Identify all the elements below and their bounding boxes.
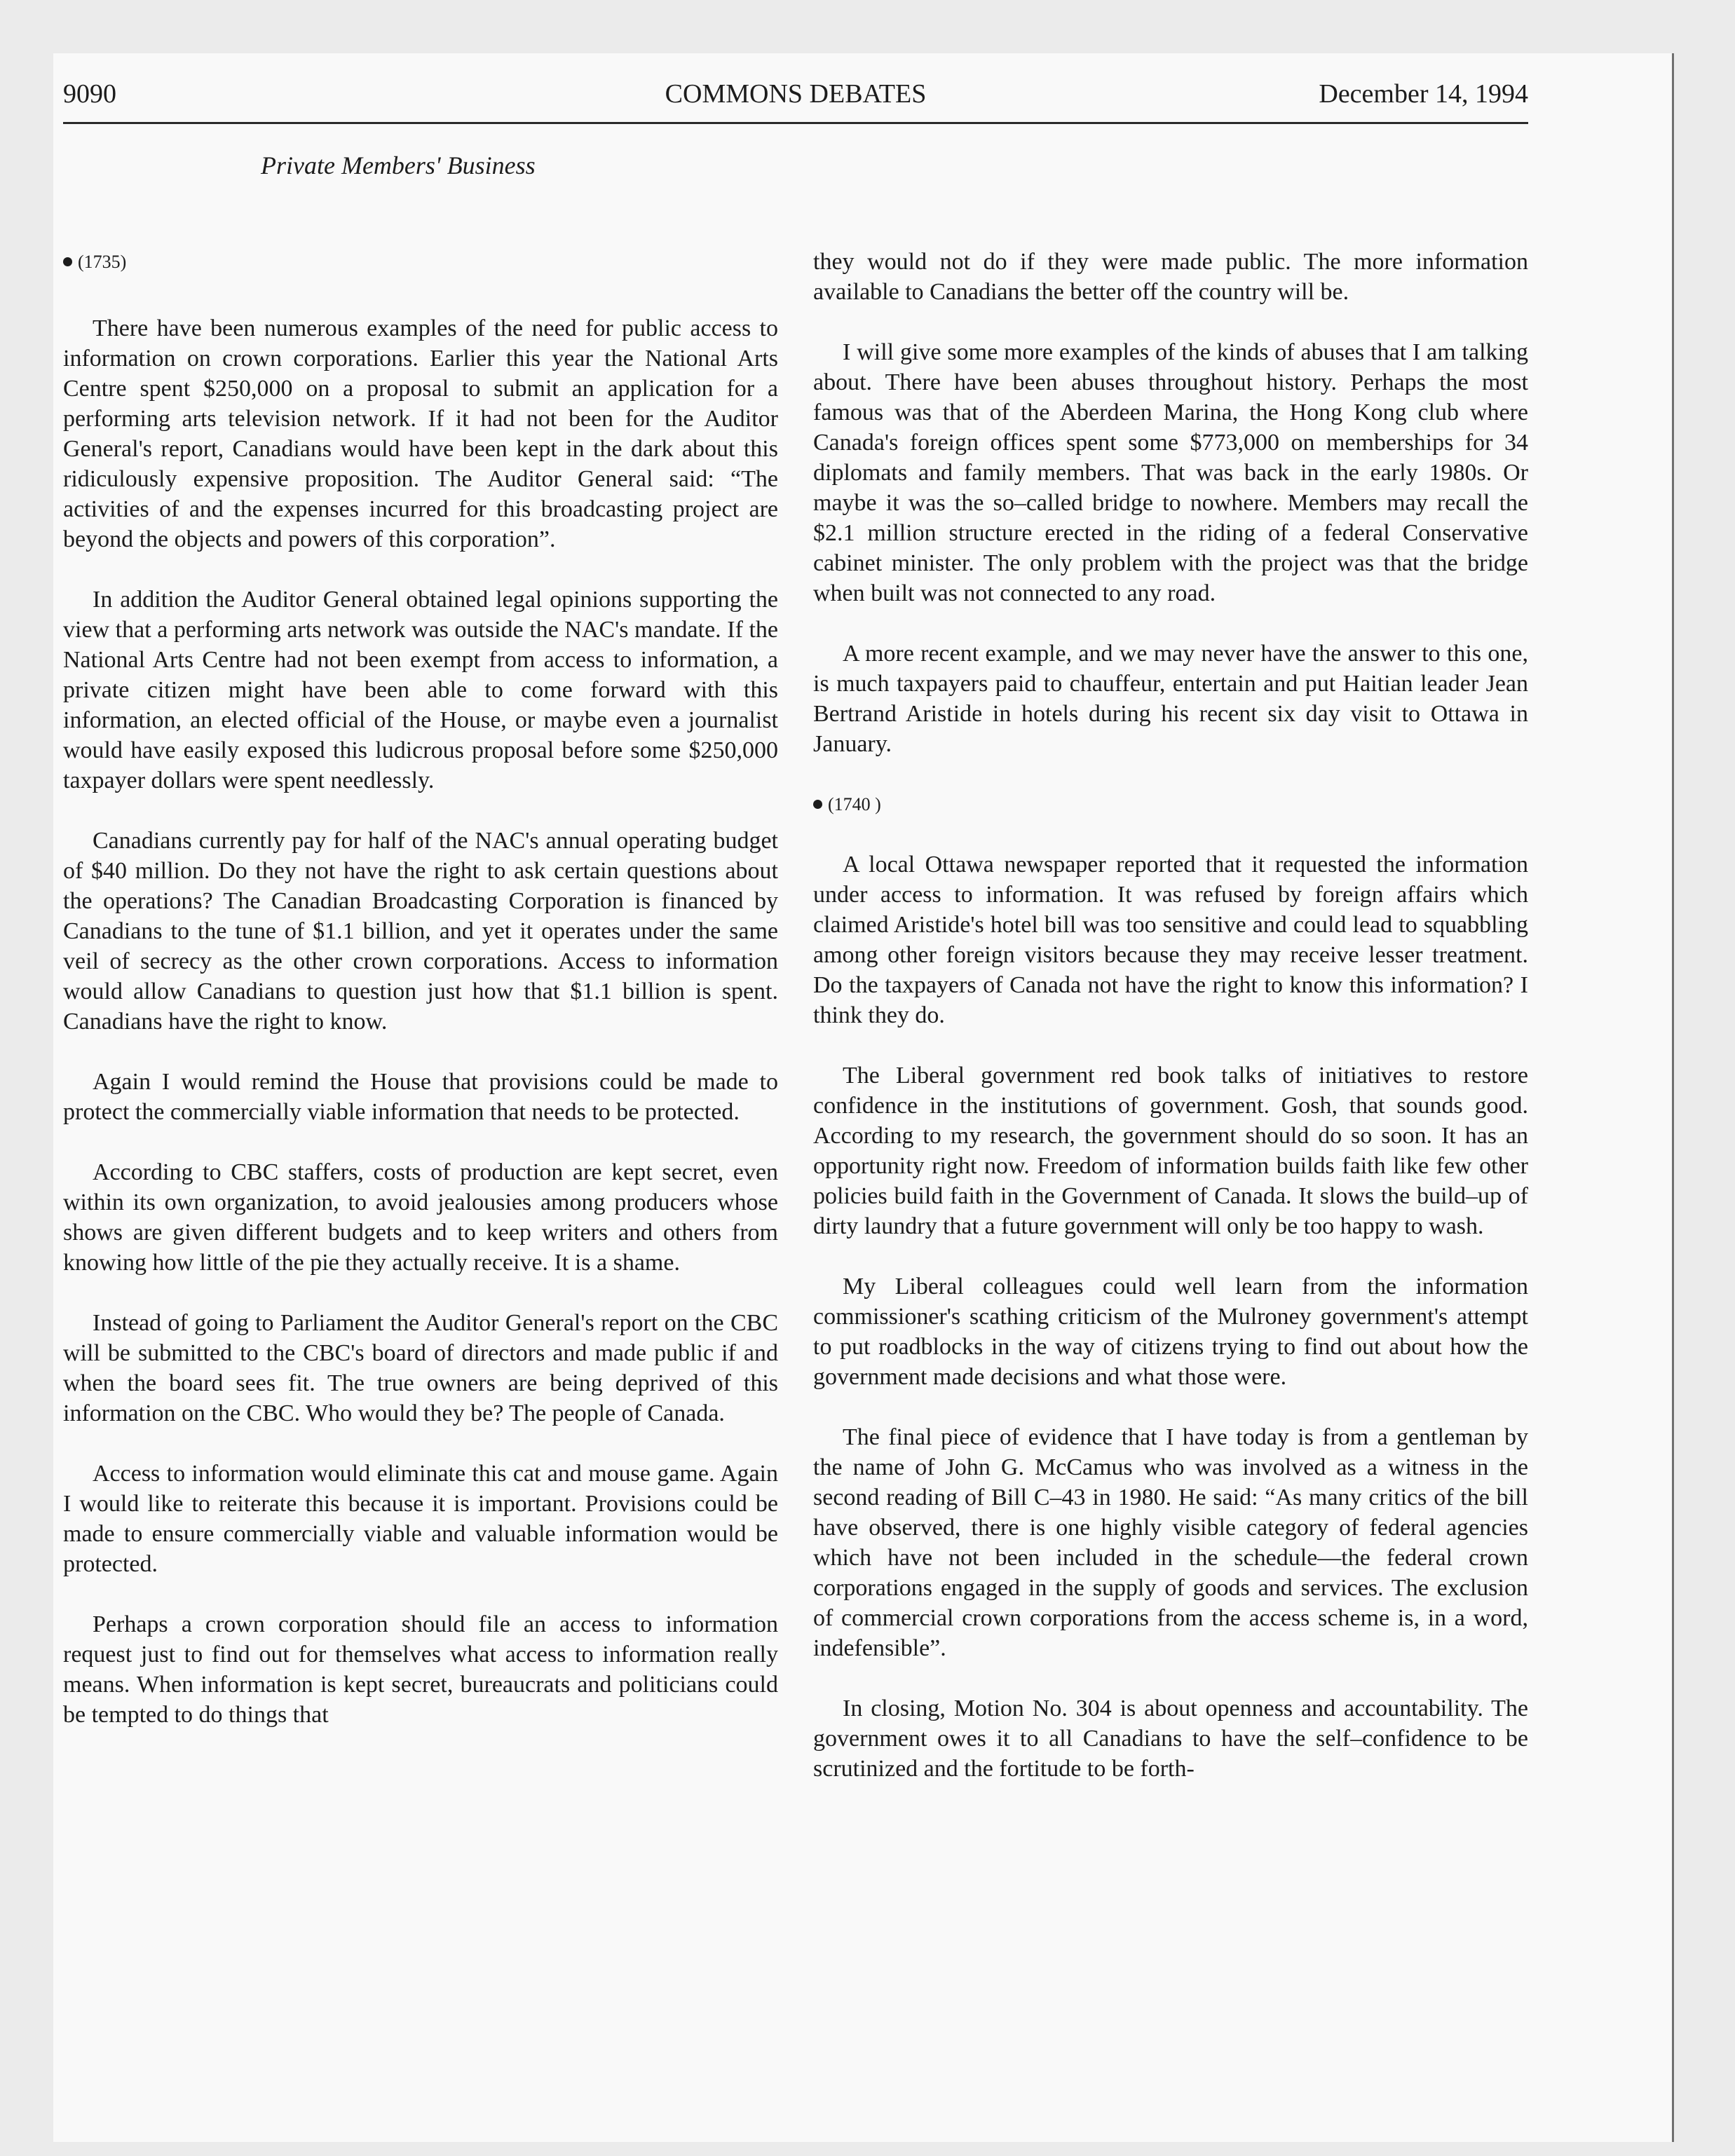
time-marker	[813, 789, 1528, 819]
paragraph: Access to information would eliminate this cat and mouse game. Again I would like to reiterate this because it is important. Provisions could be made to ensure commercially viable and valuable information would be protected.	[63, 1461, 778, 1577]
time-marker-label: (1735)	[78, 252, 127, 272]
paragraph: Again I would remind the House that provisions could be made to protect the commercially viable information that needs to be protected.	[63, 1069, 778, 1125]
paragraph: A local Ottawa newspaper reported that it requested the information under access to information. It was refused by foreign affairs which claimed Aristide's hotel bill was too sensitive and could lead to squabbling among other foreign visitors because they may receive lesser treatment. Do the taxpayers of Canada not have the right to know this information? I think they do.	[813, 852, 1528, 1028]
time-marker	[63, 247, 778, 277]
paragraph: Canadians currently pay for half of the NAC's annual operating budget of $40 million. Do they not have the right to ask certain questions about the operations? The Canadian Broadcasting Corporation is financed by Canadians to the tune of $1.1 billion, and yet it operates under the same veil of secrecy as the other crown corporations. Access to information would allow Canadians to question just how that $1.1 billion is spent. Canadians have the right to know.	[63, 828, 778, 1035]
header-date: December 14, 1994	[1319, 79, 1528, 109]
time-marker-label: (1740 )	[828, 794, 881, 814]
paragraph: A more recent example, and we may never have the answer to this one, is much taxpayers paid to chauffeur, entertain and put Haitian leader Jean Bertrand Aristide in hotels during his recent six day visit to Ottawa in January.	[813, 641, 1528, 757]
right-column	[813, 247, 1528, 1814]
bullet-icon	[813, 800, 822, 809]
section-title: Private Members' Business	[261, 151, 536, 179]
paragraph: In closing, Motion No. 304 is about openness and accountability. The government owes it to all Canadians to have the self–confidence to be scrutinized and the fortitude to be forth-	[813, 1696, 1528, 1782]
paragraph: The Liberal government red book talks of initiatives to restore confidence in the institutions of government. Gosh, that sounds good. According to my research, the government should do so soon. It has an opportunity right now. Freedom of information builds faith like few other policies build faith in the Government of Canada. It slows the build–up of dirty laundry that a future government will only be too happy to wash.	[813, 1063, 1528, 1239]
paragraph: According to CBC staffers, costs of production are kept secret, even within its own organization, to avoid jealousies among producers whose shows are given different budgets and to keep writers and others from knowing how little of the pie they actually receive. It is a shame.	[63, 1159, 778, 1276]
paragraph: Perhaps a crown corporation should file an access to information request just to find out for themselves what access to information really means. When information is kept secret, bureaucrats and politicians could be tempted to do things that	[63, 1611, 778, 1728]
paragraph: In addition the Auditor General obtained legal opinions supporting the view that a performing arts network was outside the NAC's mandate. If the National Arts Centre had not been exempt from access to information, a private citizen might have been able to come forward with this information, an elected official of the House, or maybe even a journalist would have easily exposed this ludicrous proposal before some $250,000 taxpayer dollars were spent needlessly.	[63, 587, 778, 793]
paragraph: My Liberal colleagues could well learn from the information commissioner's scathing criticism of the Mulroney government's attempt to put roadblocks in the way of citizens trying to find out about how the government made decisions and what those were.	[813, 1274, 1528, 1390]
page-header	[63, 79, 1528, 124]
paragraph: The final piece of evidence that I have today is from a gentleman by the name of John G. McCamus who was involved as a witness in the second reading of Bill C–43 in 1980. He said: “As many critics of the bill have observed, there is one highly visible category of federal agencies which have not been included in the schedule—the federal crown corporations engaged in the supply of goods and services. The exclusion of commercial crown corporations from the access scheme is, in a word, indefensible”.	[813, 1424, 1528, 1661]
paragraph: I will give some more examples of the kinds of abuses that I am talking about. There have been abuses throughout history. Perhaps the most famous was that of the Aberdeen Marina, the Hong Kong club where Canada's foreign offices spent some $773,000 on memberships for 34 diplomats and family members. That was back in the early 1980s. Or maybe it was the so–called bridge to nowhere. Members may recall the $2.1 million structure erected in the riding of a federal Conservative cabinet minister. The only problem with the project was that the bridge when built was not connected to any road.	[813, 339, 1528, 606]
paragraph: Instead of going to Parliament the Auditor General's report on the CBC will be submitted to the CBC's board of directors and made public if and when the board sees fit. The true owners are being deprived of this information on the CBC. Who would they be? The people of Canada.	[63, 1310, 778, 1426]
page-number: 9090	[63, 79, 116, 109]
paragraph: There have been numerous examples of the need for public access to information on crown corporations. Earlier this year the National Arts Centre spent $250,000 on a proposal to submit an application for a performing arts television network. If it had not been for the Auditor General's report, Canadians would have been kept in the dark about this ridiculously expensive proposition. The Auditor General said: “The activities of and the expenses incurred for this broadcasting project are beyond the objects and powers of this corporation”.	[63, 315, 778, 552]
publication-title: COMMONS DEBATES	[665, 79, 927, 109]
paragraph: they would not do if they were made public. The more information available to Canadians the better off the country will be.	[813, 249, 1528, 305]
left-column	[63, 247, 778, 1760]
bullet-icon	[63, 257, 72, 266]
